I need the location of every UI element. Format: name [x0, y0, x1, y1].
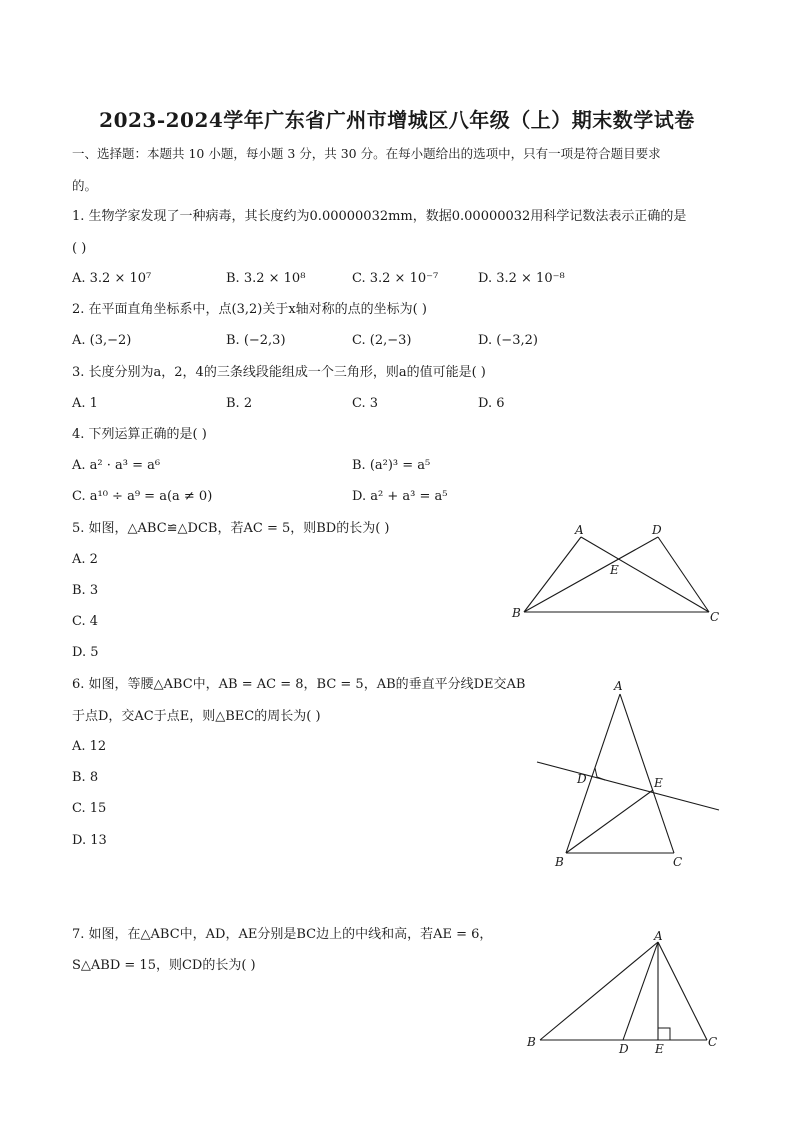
q5-label-c: C: [710, 610, 720, 624]
q6-label-b: B: [555, 855, 564, 869]
q2-option-d[interactable]: D. (−3,2): [478, 333, 538, 348]
q5-label-d: D: [652, 523, 662, 537]
q6-stem-line2: 于点D，交AC于点E，则△BEC的周长为( ): [72, 709, 321, 724]
q6-stem-line1: 6. 如图，等腰△ABC中，AB = AC = 8，BC = 5，AB的垂直平分线DE交AB: [72, 677, 526, 692]
q4-option-c[interactable]: C. a¹⁰ ÷ a⁹ = a(a ≠ 0): [72, 489, 213, 504]
q4-option-d[interactable]: D. a² + a³ = a⁵: [352, 489, 448, 504]
section-heading-line2: 的。: [72, 178, 98, 193]
q3-option-b[interactable]: B. 2: [226, 396, 253, 411]
q7-stem-line2: S△ABD = 15，则CD的长为( ): [72, 958, 256, 973]
q3-option-a[interactable]: A. 1: [72, 396, 98, 411]
q4-stem: 4. 下列运算正确的是( ): [72, 427, 207, 442]
q2-option-b[interactable]: B. (−2,3): [226, 333, 286, 348]
q5-option-c[interactable]: C. 4: [72, 614, 99, 629]
q7-label-b: B: [527, 1035, 536, 1049]
q5-label-b: B: [512, 606, 521, 620]
q5-option-d[interactable]: D. 5: [72, 645, 99, 660]
q6-option-c[interactable]: C. 15: [72, 801, 107, 816]
q2-stem: 2. 在平面直角坐标系中，点(3,2)关于x轴对称的点的坐标为( ): [72, 302, 427, 317]
q3-stem: 3. 长度分别为a，2，4的三条线段能组成一个三角形，则a的值可能是( ): [72, 365, 486, 380]
q6-option-a[interactable]: A. 12: [72, 739, 107, 754]
q7-label-e: E: [655, 1042, 664, 1056]
q7-label-a: A: [654, 929, 663, 943]
page-title: 2023-2024学年广东省广州市增城区八年级（上）期末数学试卷: [99, 108, 695, 132]
q5-option-a[interactable]: A. 2: [72, 552, 98, 567]
q5-option-b[interactable]: B. 3: [72, 583, 99, 598]
q6-option-b[interactable]: B. 8: [72, 770, 99, 785]
q3-option-d[interactable]: D. 6: [478, 396, 505, 411]
q4-option-b[interactable]: B. (a²)³ = a⁵: [352, 458, 431, 473]
q1-option-c[interactable]: C. 3.2 × 10⁻⁷: [352, 271, 439, 286]
q6-label-e: E: [654, 776, 663, 790]
q1-option-d[interactable]: D. 3.2 × 10⁻⁸: [478, 271, 565, 286]
q2-option-c[interactable]: C. (2,−3): [352, 333, 412, 348]
q6-option-d[interactable]: D. 13: [72, 833, 107, 848]
q5-label-e: E: [610, 563, 619, 577]
q1-stem: 1. 生物学家发现了一种病毒，其长度约为0.00000032mm，数据0.00000032用科学记数法表示正确的是: [72, 209, 687, 224]
q1-option-a[interactable]: A. 3.2 × 10⁷: [72, 271, 152, 286]
q7-stem-line1: 7. 如图，在△ABC中，AD，AE分别是BC边上的中线和高，若AE = 6，: [72, 927, 493, 942]
q2-option-a[interactable]: A. (3,−2): [72, 333, 132, 348]
q7-label-d: D: [619, 1042, 629, 1056]
q3-option-c[interactable]: C. 3: [352, 396, 379, 411]
q7-label-c: C: [708, 1035, 718, 1049]
q7-segment-ac: [658, 942, 707, 1040]
q6-label-a: A: [614, 679, 623, 693]
q5-label-a: A: [575, 523, 584, 537]
q5-stem: 5. 如图，△ABC≌△DCB，若AC = 5，则BD的长为( ): [72, 521, 390, 536]
q6-label-d: D: [577, 772, 587, 786]
q6-label-c: C: [673, 855, 683, 869]
q7-right-angle-mark: [658, 1028, 670, 1040]
section-heading-line1: 一、选择题：本题共 10 小题，每小题 3 分，共 30 分。在每小题给出的选项中，只有一项是符合题目要求: [72, 146, 661, 161]
q4-option-a[interactable]: A. a² · a³ = a⁶: [72, 458, 161, 473]
q1-option-b[interactable]: B. 3.2 × 10⁸: [226, 271, 306, 286]
q1-stem-bracket: ( ): [72, 241, 87, 256]
